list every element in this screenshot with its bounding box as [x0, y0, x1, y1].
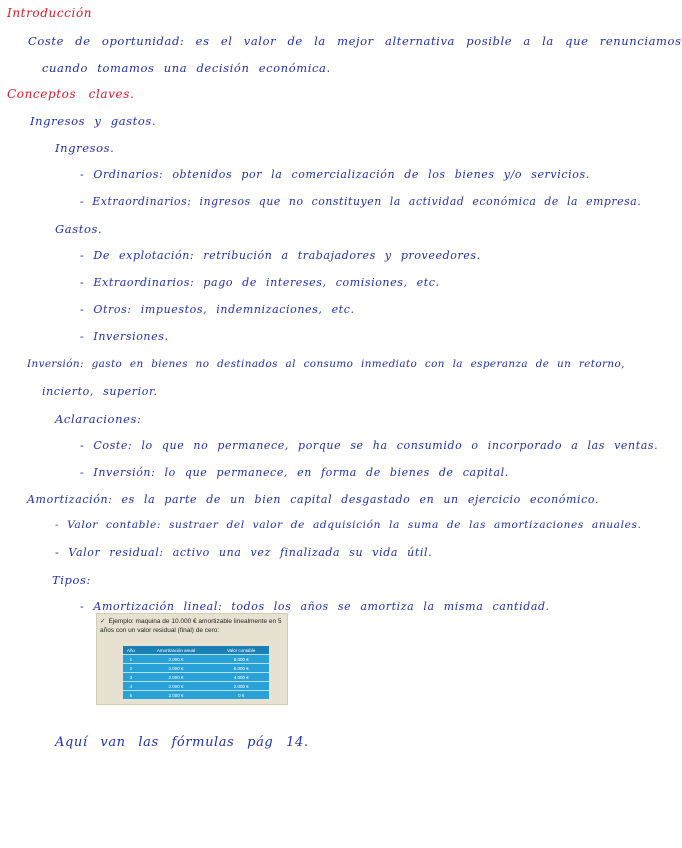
section-title-introduccion: Introducción — [7, 6, 93, 20]
amortizacion-valor-residual: - Valor residual: activo una vez finalizada su vida útil. — [55, 546, 433, 559]
table-cell: 2.000 € — [139, 691, 214, 700]
table-cell: 3 — [123, 673, 139, 682]
aclaracion-coste: - Coste: lo que no permanece, porque se ha consumido o incorporado a las ventas. — [80, 439, 659, 452]
table-cell: 4.000 € — [213, 673, 269, 682]
column-header: Valor contable — [213, 646, 269, 655]
column-header: Amortización anual — [139, 646, 214, 655]
gastos-inversiones: - Inversiones. — [80, 330, 169, 343]
amortizacion-definition: Amortización: es la parte de un bien capital desgastado en un ejercicio económico. — [27, 493, 600, 506]
amortizacion-lineal: - Amortización lineal: todos los años se amortiza la misma cantidad. — [80, 600, 550, 613]
example-caption — [100, 617, 286, 635]
table-cell: 2.000 € — [139, 655, 214, 664]
ingresos-extraordinarios: - Extraordinarios: ingresos que no constituyen la actividad económica de la empresa. — [80, 195, 642, 208]
formulas-note: Aquí van las fórmulas pág 14. — [55, 735, 309, 750]
table-cell: 2.000 € — [139, 682, 214, 691]
table-cell: 2.000 € — [139, 673, 214, 682]
ingresos-ordinarios: - Ordinarios: obtenidos por la comercialización de los bienes y/o servicios. — [80, 168, 590, 181]
table-row — [123, 655, 269, 664]
check-icon: ✓ — [100, 618, 106, 625]
example-caption-text: Ejemplo: maquina de 10.000 € amortizable linealmente en 5 años con un valor residual (final) de cero: — [100, 618, 282, 634]
table-cell: 2.000 € — [213, 682, 269, 691]
table-row — [123, 691, 269, 700]
table-cell: 0 € — [213, 691, 269, 700]
heading-tipos: Tipos: — [52, 573, 92, 587]
inversion-line-1: Inversión: gasto en bienes no destinados al consumo inmediato con la esperanza de un retorno, — [27, 358, 625, 370]
table-cell: 8.000 € — [213, 655, 269, 664]
aclaracion-inversion: - Inversión: lo que permanece, en forma de bienes de capital. — [80, 466, 509, 479]
table-cell: 5 — [123, 691, 139, 700]
table-cell: 4 — [123, 682, 139, 691]
section-title-conceptos: Conceptos claves. — [7, 87, 135, 101]
amortization-table — [123, 646, 269, 699]
example-image — [96, 613, 288, 705]
table-cell: 1 — [123, 655, 139, 664]
heading-ingresos-gastos: Ingresos y gastos. — [30, 114, 157, 128]
gastos-extraordinarios: - Extraordinarios: pago de intereses, comisiones, etc. — [80, 276, 440, 289]
inversion-line-2: incierto, superior. — [42, 385, 158, 398]
gastos-otros: - Otros: impuestos, indemnizaciones, etc. — [80, 303, 355, 316]
heading-ingresos: Ingresos. — [55, 141, 115, 155]
column-header: Año — [123, 646, 139, 655]
table-cell: 2.000 € — [139, 664, 214, 673]
table-header-row — [123, 646, 269, 655]
table-cell: 6.000 € — [213, 664, 269, 673]
heading-aclaraciones: Aclaraciones: — [55, 412, 142, 426]
intro-text-line-2: cuando tomamos una decisión económica. — [42, 61, 331, 75]
table-row — [123, 673, 269, 682]
table-row — [123, 682, 269, 691]
intro-text-line-1: Coste de oportunidad: es el valor de la mejor alternativa posible a la que renunciamos — [28, 34, 682, 48]
gastos-explotacion: - De explotación: retribución a trabajadores y proveedores. — [80, 249, 481, 262]
amortizacion-valor-contable: - Valor contable: sustraer del valor de adquisición la suma de las amortizaciones anuales. — [55, 519, 642, 531]
heading-gastos: Gastos. — [55, 222, 103, 236]
table-cell: 2 — [123, 664, 139, 673]
table-row — [123, 664, 269, 673]
